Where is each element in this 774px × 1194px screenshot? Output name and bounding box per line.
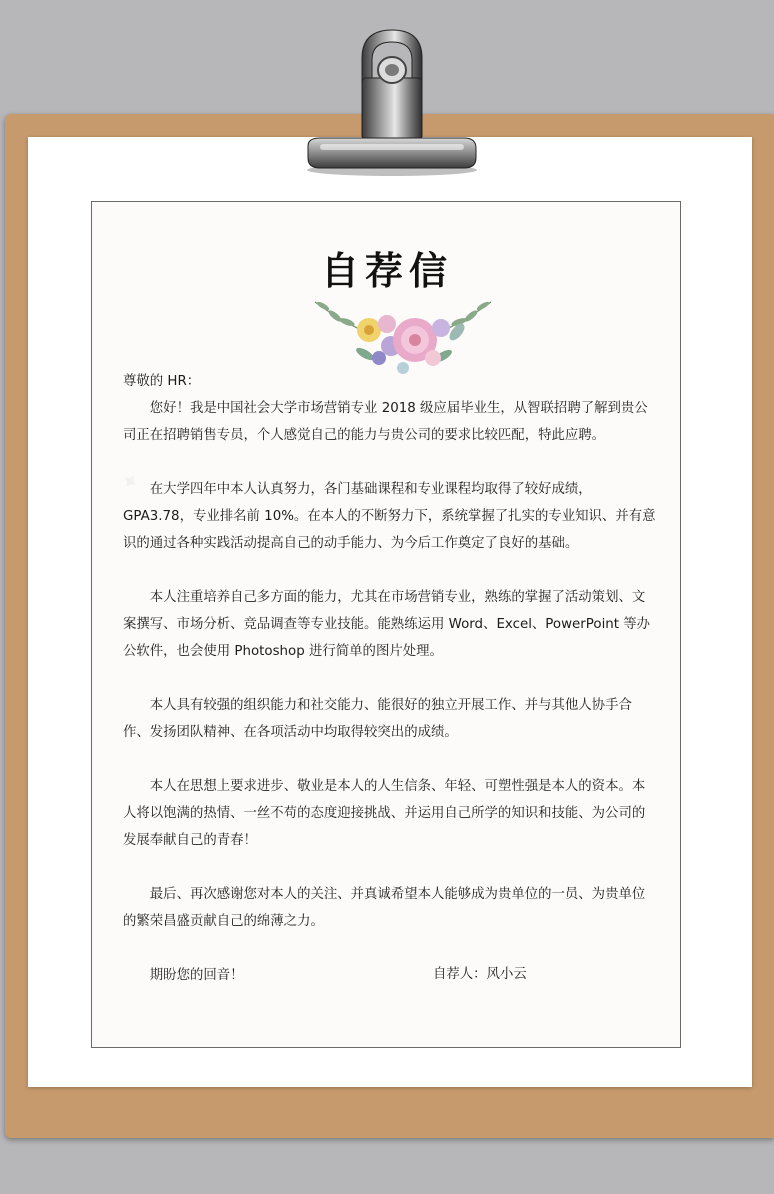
signature: 自荐人：风小云: [433, 967, 527, 982]
paragraph-5: 本人在思想上要求进步、敬业是本人的人生信条、年轻、可塑性强是本人的资本。本人将以饱满的热情、一丝不苟的态度迎接挑战、并运用自己所学的知识和技能、为公司的发展奉献自己的青春！: [123, 779, 646, 848]
binder-clip-icon: [300, 18, 480, 178]
closing-line: 期盼您的回音！: [149, 968, 244, 983]
paragraph-1: 您好！我是中国社会大学市场营销专业 2018 级应届毕业生，从智联招聘了解到贵公司正在招聘销售专员，个人感觉自己的能力与贵公司的要求比较匹配，特此应聘。: [123, 401, 648, 443]
greeting: 尊敬的 HR：: [123, 374, 201, 389]
paragraph-6: 最后、再次感谢您对本人的关注、并真诚希望本人能够成为贵单位的一员、为贵单位的繁荣昌盛贡献自己的绵薄之力。: [123, 887, 646, 929]
flower-wreath-icon: [305, 284, 501, 380]
paragraph-2: 在大学四年中本人认真努力，各门基础课程和专业课程均取得了较好成绩，GPA3.78，专业排名前 10%。在本人的不断努力下，系统掌握了扎实的专业知识、并有意识的通过各种实践活动提高自己的动手能力、为今后工作奠定了良好的基础。: [123, 482, 656, 551]
page-title: 自荐信: [320, 248, 453, 293]
paragraph-4: 本人具有较强的组织能力和社交能力、能很好的独立开展工作、并与其他人协手合作、发扬团队精神、在各项活动中均取得较突出的成绩。: [123, 698, 632, 740]
letter-body: [123, 368, 657, 989]
paragraph-3: 本人注重培养自己多方面的能力，尤其在市场营销专业，熟练的掌握了活动策划、文案撰写、市场分析、竞品调查等专业技能。能熟练运用 Word、Excel、PowerPoint 等办公软件，也会使用 Photoshop 进行简单的图片处理。: [123, 590, 651, 659]
